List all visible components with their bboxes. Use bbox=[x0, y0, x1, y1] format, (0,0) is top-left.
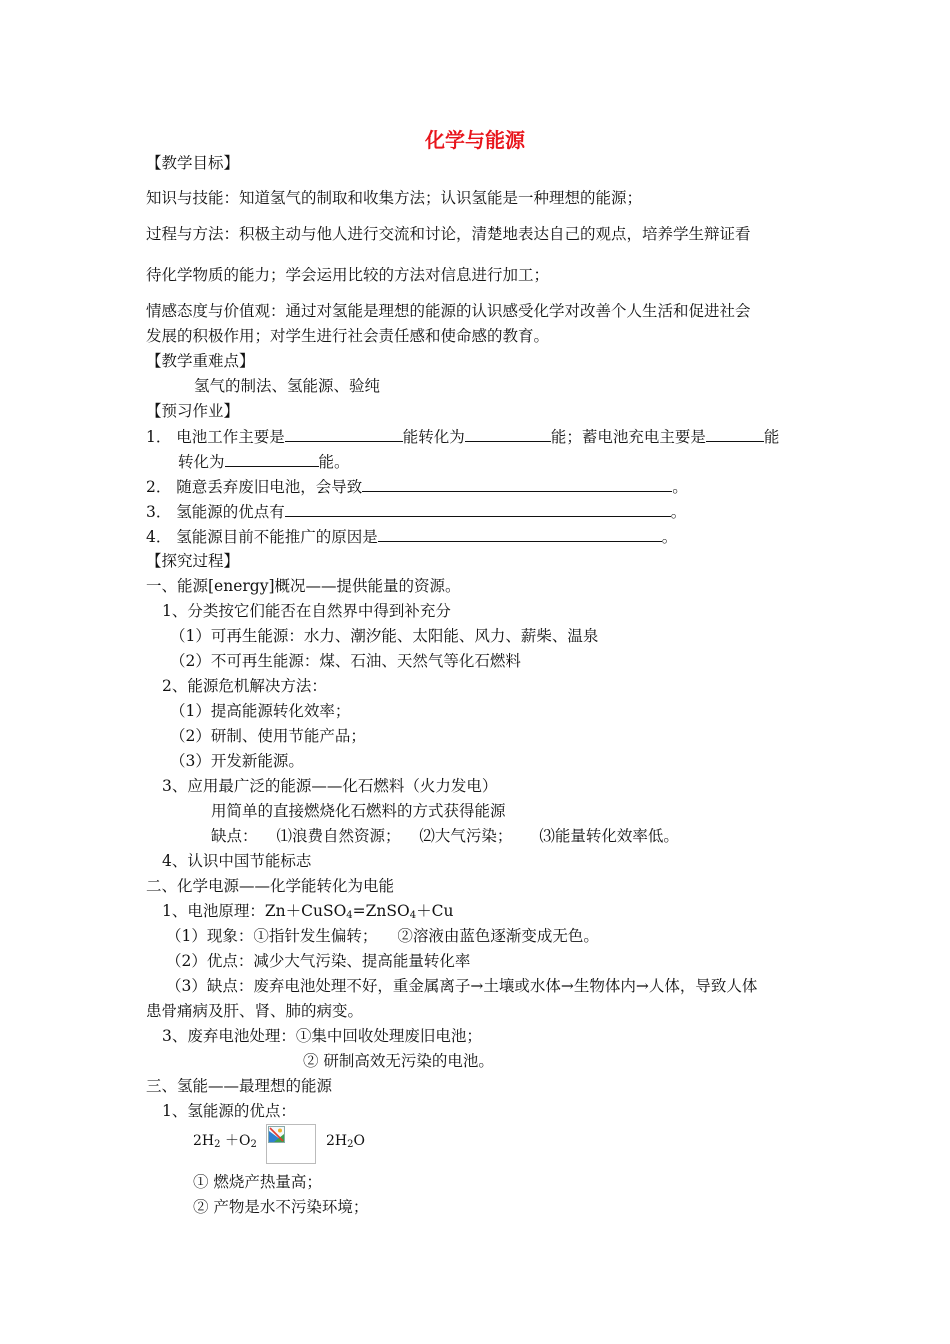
goal-attitude-line1: 情感态度与价值观：通过对氢能是理想的能源的认识感受化学对改善个人生活和促进社会 bbox=[146, 302, 751, 320]
equation-part: ＋O bbox=[220, 1133, 251, 1149]
part1-item2: 2、能源危机解决方法： bbox=[162, 677, 327, 695]
preview-q1-text-e: 转化为 bbox=[178, 453, 225, 471]
renewable-energy: （1）可再生能源：水力、潮汐能、太阳能、风力、薪柴、温泉 bbox=[170, 627, 599, 645]
equation-right bbox=[326, 1131, 365, 1155]
equation-part: 2H bbox=[193, 1133, 215, 1149]
section-heading-key-points: 【教学重难点】 bbox=[146, 352, 255, 370]
disadv-2: ⑵大气污染； bbox=[419, 827, 513, 845]
disadv-label: 缺点： bbox=[211, 827, 258, 845]
preview-q3-text: 3． 氢能源的优点有 bbox=[146, 503, 285, 521]
subscript: 4 bbox=[346, 910, 353, 921]
section-heading-inquiry: 【探究过程】 bbox=[146, 552, 240, 570]
subscript: 2 bbox=[347, 1139, 354, 1150]
key-points: 氢气的制法、氢能源、验纯 bbox=[194, 377, 381, 395]
preview-q1 bbox=[146, 426, 779, 447]
section-heading-preview: 【预习作业】 bbox=[146, 402, 240, 420]
equation-part: =ZnSO bbox=[352, 902, 410, 920]
battery-principle bbox=[162, 901, 453, 926]
hydrogen-advantage-2: ② 产物是水不污染环境； bbox=[193, 1198, 369, 1216]
section-heading-goals: 【教学目标】 bbox=[146, 154, 240, 172]
equation-left bbox=[193, 1131, 257, 1155]
preview-q1-text-c: 能；蓄电池充电主要是 bbox=[550, 428, 706, 446]
preview-q2 bbox=[146, 476, 688, 497]
part1-item3: 3、应用最广泛的能源——化石燃料（火力发电） bbox=[162, 777, 498, 795]
disadvantages-line2: 患骨痛病及肝、肾、肺的病变。 bbox=[146, 1002, 364, 1020]
part3-heading: 三、氢能——最理想的能源 bbox=[146, 1077, 333, 1095]
preview-q1-text-f: 能。 bbox=[318, 453, 350, 471]
equation-part: ＋Cu bbox=[416, 902, 454, 920]
page-title: 化学与能源 bbox=[425, 128, 525, 152]
solution-2: （2）研制、使用节能产品； bbox=[170, 727, 366, 745]
solution-1: （1）提高能源转化效率； bbox=[170, 702, 351, 720]
preview-q2-end: 。 bbox=[672, 478, 688, 496]
part1-item4: 4、认识中国节能标志 bbox=[162, 852, 312, 870]
hydrogen-advantage-1: ① 燃烧产热量高； bbox=[193, 1173, 322, 1191]
answer-blank[interactable] bbox=[285, 426, 403, 442]
preview-q2-text: 2． 随意丢弃废旧电池，会导致 bbox=[146, 478, 363, 496]
broken-image-placeholder bbox=[266, 1124, 316, 1164]
disadv-1: ⑴浪费自然资源； bbox=[276, 827, 401, 845]
preview-q4-text: 4． 氢能源目前不能推广的原因是 bbox=[146, 528, 378, 546]
advantages: （2）优点：减少大气污染、提高能量转化率 bbox=[166, 952, 471, 970]
answer-blank[interactable] bbox=[465, 426, 551, 442]
answer-blank[interactable] bbox=[225, 451, 319, 467]
subscript: 2 bbox=[214, 1139, 221, 1150]
preview-q4-end: 。 bbox=[661, 528, 678, 546]
nonrenewable-energy: （2）不可再生能源：煤、石油、天然气等化石燃料 bbox=[170, 652, 521, 670]
preview-q4 bbox=[146, 526, 677, 547]
phenomenon-2: ②溶液由蓝色逐渐变成无色。 bbox=[397, 927, 599, 945]
subscript: 2 bbox=[250, 1139, 257, 1150]
battery-disposal-1: 3、废弃电池处理：①集中回收处理废旧电池； bbox=[162, 1027, 482, 1045]
broken-image-icon bbox=[268, 1126, 285, 1143]
subscript: 4 bbox=[409, 910, 417, 921]
fossil-fuel-desc: 用简单的直接燃烧化石燃料的方式获得能源 bbox=[211, 802, 506, 820]
goal-attitude-line2: 发展的积极作用；对学生进行社会责任感和使命感的教育。 bbox=[146, 327, 550, 345]
answer-blank[interactable] bbox=[285, 501, 671, 517]
part1-item1: 1、分类按它们能否在自然界中得到补充分 bbox=[162, 602, 451, 620]
preview-q1-text-a: 1． 电池工作主要是 bbox=[146, 428, 285, 446]
goal-knowledge: 知识与技能：知道氢气的制取和收集方法；认识氢能是一种理想的能源； bbox=[146, 189, 643, 207]
preview-q1-text-b: 能转化为 bbox=[402, 428, 465, 446]
answer-blank[interactable] bbox=[362, 476, 672, 492]
disadv-3: ⑶能量转化效率低。 bbox=[539, 827, 679, 845]
hydrogen-advantages-heading: 1、氢能源的优点： bbox=[162, 1102, 296, 1120]
disadvantages-line1: （3）缺点：废弃电池处理不好，重金属离子→土壤或水体→生物体内→人体，导致人体 bbox=[166, 977, 758, 995]
answer-blank[interactable] bbox=[378, 526, 662, 542]
goal-process-line1: 过程与方法：积极主动与他人进行交流和讨论，清楚地表达自己的观点，培养学生辩证看 bbox=[146, 225, 751, 243]
fossil-fuel-disadvantages bbox=[211, 826, 679, 846]
preview-q1-text-d: 能 bbox=[763, 428, 780, 446]
solution-3: （3）开发新能源。 bbox=[170, 752, 304, 770]
equation-part: O bbox=[353, 1133, 365, 1149]
phenomenon-1: （1）现象：①指针发生偏转； bbox=[166, 927, 378, 945]
phenomenon bbox=[166, 926, 599, 946]
equation-part: 1、电池原理：Zn＋CuSO bbox=[162, 902, 347, 920]
preview-q3-end: 。 bbox=[670, 503, 687, 521]
part2-heading: 二、化学电源——化学能转化为电能 bbox=[146, 877, 395, 895]
battery-disposal-2: ② 研制高效无污染的电池。 bbox=[303, 1052, 494, 1070]
equation-part: 2H bbox=[326, 1133, 348, 1149]
goal-process-line2: 待化学物质的能力；学会运用比较的方法对信息进行加工； bbox=[146, 266, 550, 284]
part1-heading: 一、能源[energy]概况——提供能量的资源。 bbox=[146, 577, 461, 595]
preview-q3 bbox=[146, 501, 686, 522]
preview-q1-cont bbox=[178, 451, 350, 472]
answer-blank[interactable] bbox=[706, 426, 764, 442]
